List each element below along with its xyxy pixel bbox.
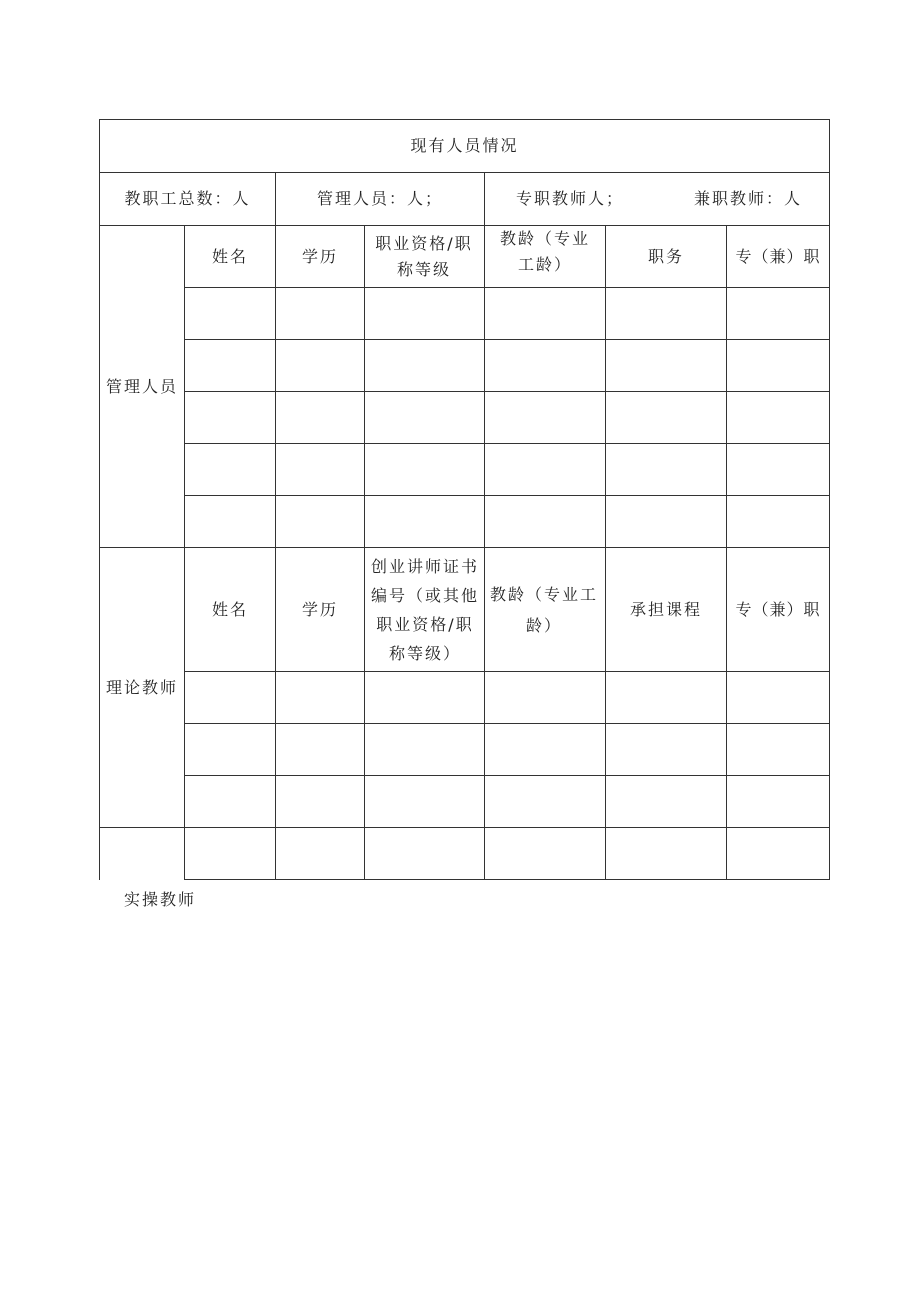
table-line xyxy=(184,775,830,776)
table-line xyxy=(484,225,485,880)
form-title: 现有人员情况 xyxy=(410,136,519,155)
section-label-theory: 理论教师 xyxy=(105,677,178,697)
table-line xyxy=(184,443,830,444)
header-courses: 承担课程 xyxy=(629,599,702,619)
total-staff-field: 教职工总数：人 xyxy=(124,189,251,208)
part-time-teachers-field: 兼职教师：人 xyxy=(693,189,802,208)
header-employment-type: 专（兼）职 xyxy=(735,246,821,266)
header-name: 姓名 xyxy=(211,246,248,266)
table-line xyxy=(184,671,830,672)
header-education: 学历 xyxy=(301,246,338,266)
header-education: 学历 xyxy=(301,599,338,619)
header-qualification: 职业资格/职称等级 xyxy=(375,233,473,279)
table-border-right xyxy=(829,119,830,880)
header-employment-type: 专（兼）职 xyxy=(735,599,821,619)
table-line xyxy=(184,879,830,880)
table-line xyxy=(364,225,365,880)
section-label-management: 管理人员 xyxy=(105,376,178,396)
table-line xyxy=(184,723,830,724)
header-teaching-years: 教龄（专业工龄） xyxy=(499,229,590,274)
table-line xyxy=(184,287,830,288)
header-position: 职务 xyxy=(647,246,684,266)
table-line xyxy=(99,827,830,828)
section-label-practical: 实操教师 xyxy=(124,890,197,909)
full-time-teachers-field: 专职教师人； xyxy=(515,189,624,208)
header-teaching-years: 教龄（专业工龄） xyxy=(489,584,598,635)
header-name: 姓名 xyxy=(211,599,248,619)
table-line xyxy=(184,391,830,392)
table-line xyxy=(184,495,830,496)
header-certificate: 创业讲师证书编号（或其他职业资格/职称等级） xyxy=(370,556,479,663)
table-line xyxy=(184,339,830,340)
table-line xyxy=(484,172,485,225)
managers-count-field: 管理人员：人； xyxy=(316,189,443,208)
